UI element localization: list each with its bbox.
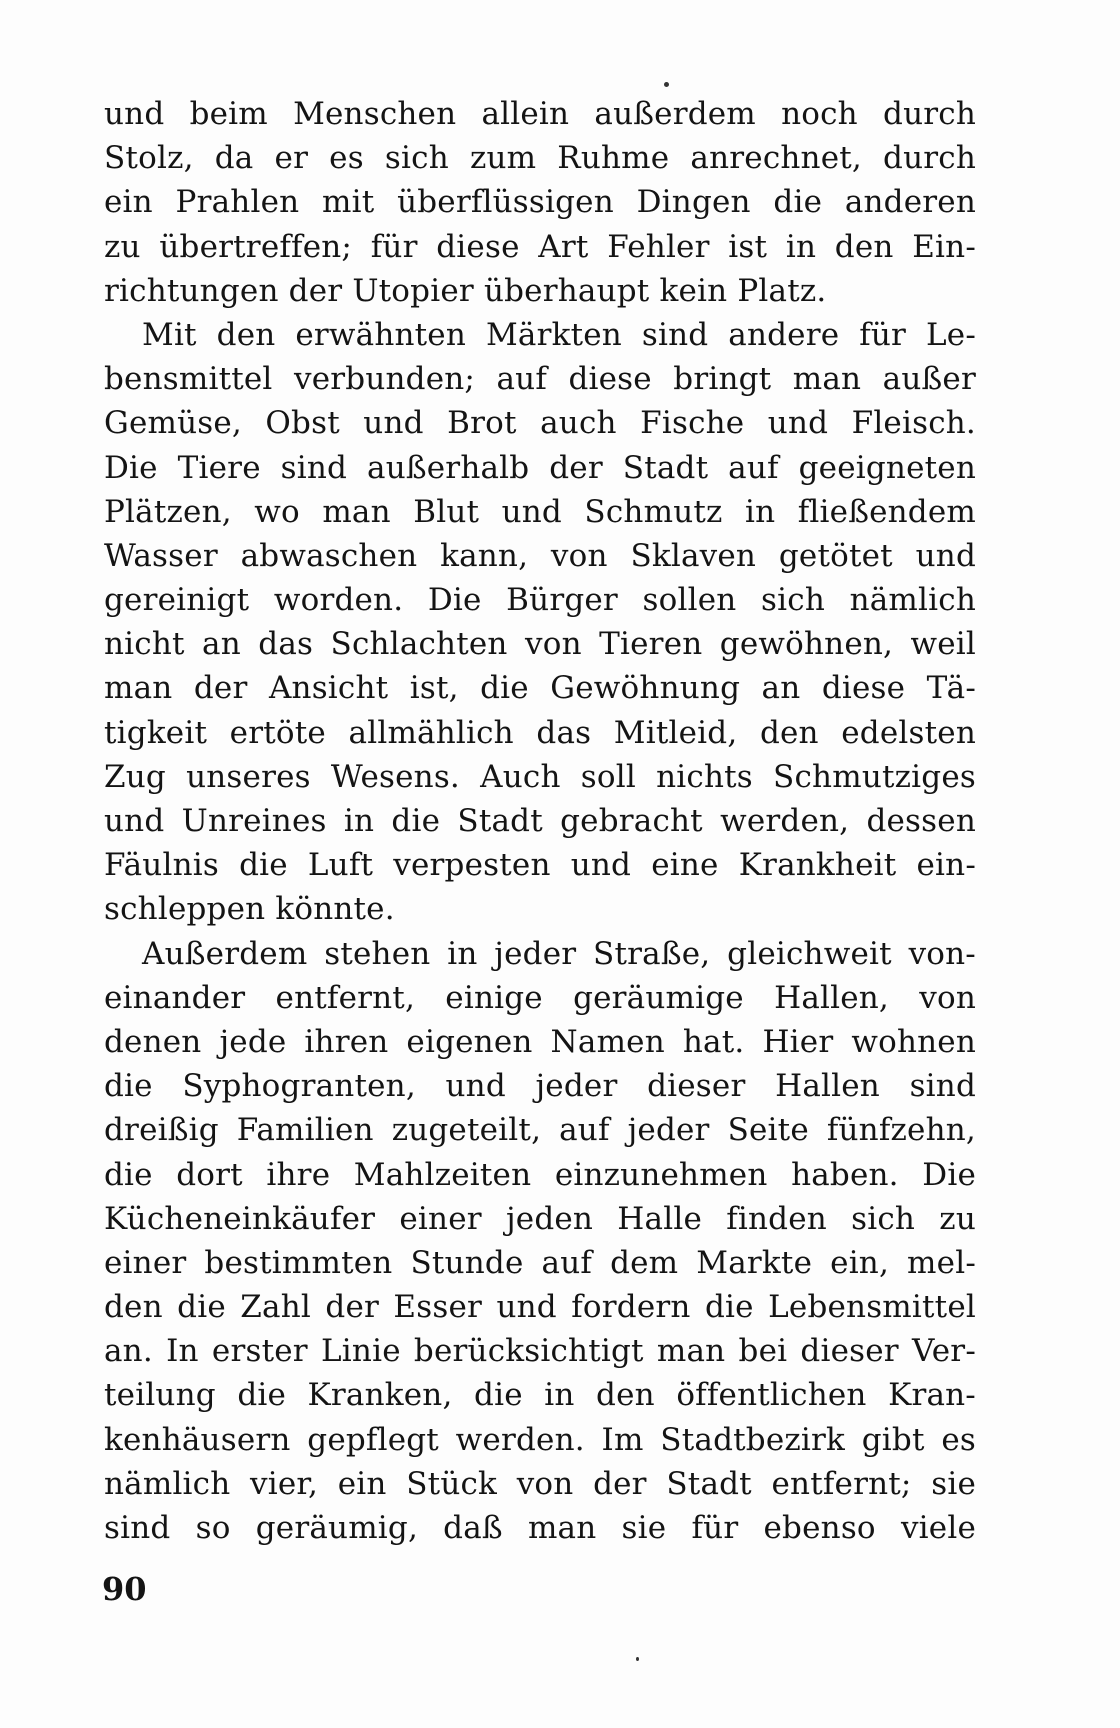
text-line: sind so geräumig, daß man sie für ebenso viele xyxy=(104,1510,976,1546)
text-line: ein Prahlen mit überflüssigen Dingen die anderen xyxy=(104,184,976,221)
text-line: Fäulnis die Luft verpesten und eine Krankheit ein- xyxy=(104,847,976,884)
text-line: gereinigt worden. Die Bürger sollen sich nämlich xyxy=(104,582,976,619)
text-line: nicht an das Schlachten von Tieren gewöhnen, weil xyxy=(104,626,976,663)
text-line: Plätzen, wo man Blut und Schmutz in fließendem xyxy=(104,493,976,530)
text-line: Zug unseres Wesens. Auch soll nichts Schmutziges xyxy=(104,758,976,795)
text-line: bensmittel verbunden; auf diese bringt man außer xyxy=(104,361,976,398)
body-text xyxy=(104,92,976,1550)
text-line: zu übertreffen; für diese Art Fehler ist in den Ein- xyxy=(104,228,976,265)
paragraph-start-line: Mit den erwähnten Märkten sind andere für Le- xyxy=(142,316,976,353)
text-line: Kücheneinkäufer einer jeden Halle finden sich zu xyxy=(104,1200,976,1237)
text-line: Die Tiere sind außerhalb der Stadt auf geeigneten xyxy=(104,449,976,486)
text-line: schleppen könnte. xyxy=(104,891,395,928)
text-line: nämlich vier, ein Stück von der Stadt entfernt; sie xyxy=(104,1465,976,1502)
text-line: einander entfernt, einige geräumige Hallen, von xyxy=(104,979,976,1016)
text-line: richtungen der Utopier überhaupt kein Platz. xyxy=(104,272,827,309)
page-number: 90 xyxy=(102,1570,147,1608)
paragraph-start-line: Außerdem stehen in jeder Straße, gleichweit von- xyxy=(142,935,976,972)
text-line: Wasser abwaschen kann, von Sklaven getötet und xyxy=(104,537,976,574)
text-line: an. In erster Linie berücksichtigt man bei dieser Ver- xyxy=(104,1333,976,1370)
print-speck xyxy=(664,82,669,87)
text-line: die dort ihre Mahlzeiten einzunehmen haben. Die xyxy=(104,1156,976,1193)
text-line: einer bestimmten Stunde auf dem Markte ein, mel- xyxy=(104,1244,976,1281)
text-line: und Unreines in die Stadt gebracht werden, dessen xyxy=(104,803,976,839)
text-line: und beim Menschen allein außerdem noch durch xyxy=(104,96,976,132)
text-line: man der Ansicht ist, die Gewöhnung an diese Tä- xyxy=(104,670,976,707)
text-line: tigkeit ertöte allmählich das Mitleid, den edelsten xyxy=(104,714,976,751)
text-line: teilung die Kranken, die in den öffentlichen Kran- xyxy=(104,1377,976,1414)
text-line: Gemüse, Obst und Brot auch Fische und Fleisch. xyxy=(104,405,976,442)
print-speck xyxy=(636,1657,639,1661)
text-line: dreißig Familien zugeteilt, auf jeder Seite fünfzehn, xyxy=(104,1112,976,1149)
text-line: die Syphogranten, und jeder dieser Hallen sind xyxy=(104,1068,976,1105)
text-line: denen jede ihren eigenen Namen hat. Hier wohnen xyxy=(104,1023,976,1060)
text-line: Stolz, da er es sich zum Ruhme anrechnet, durch xyxy=(104,140,976,177)
text-line: den die Zahl der Esser und fordern die Lebensmittel xyxy=(104,1289,976,1326)
text-line: kenhäusern gepflegt werden. Im Stadtbezirk gibt es xyxy=(104,1421,976,1458)
